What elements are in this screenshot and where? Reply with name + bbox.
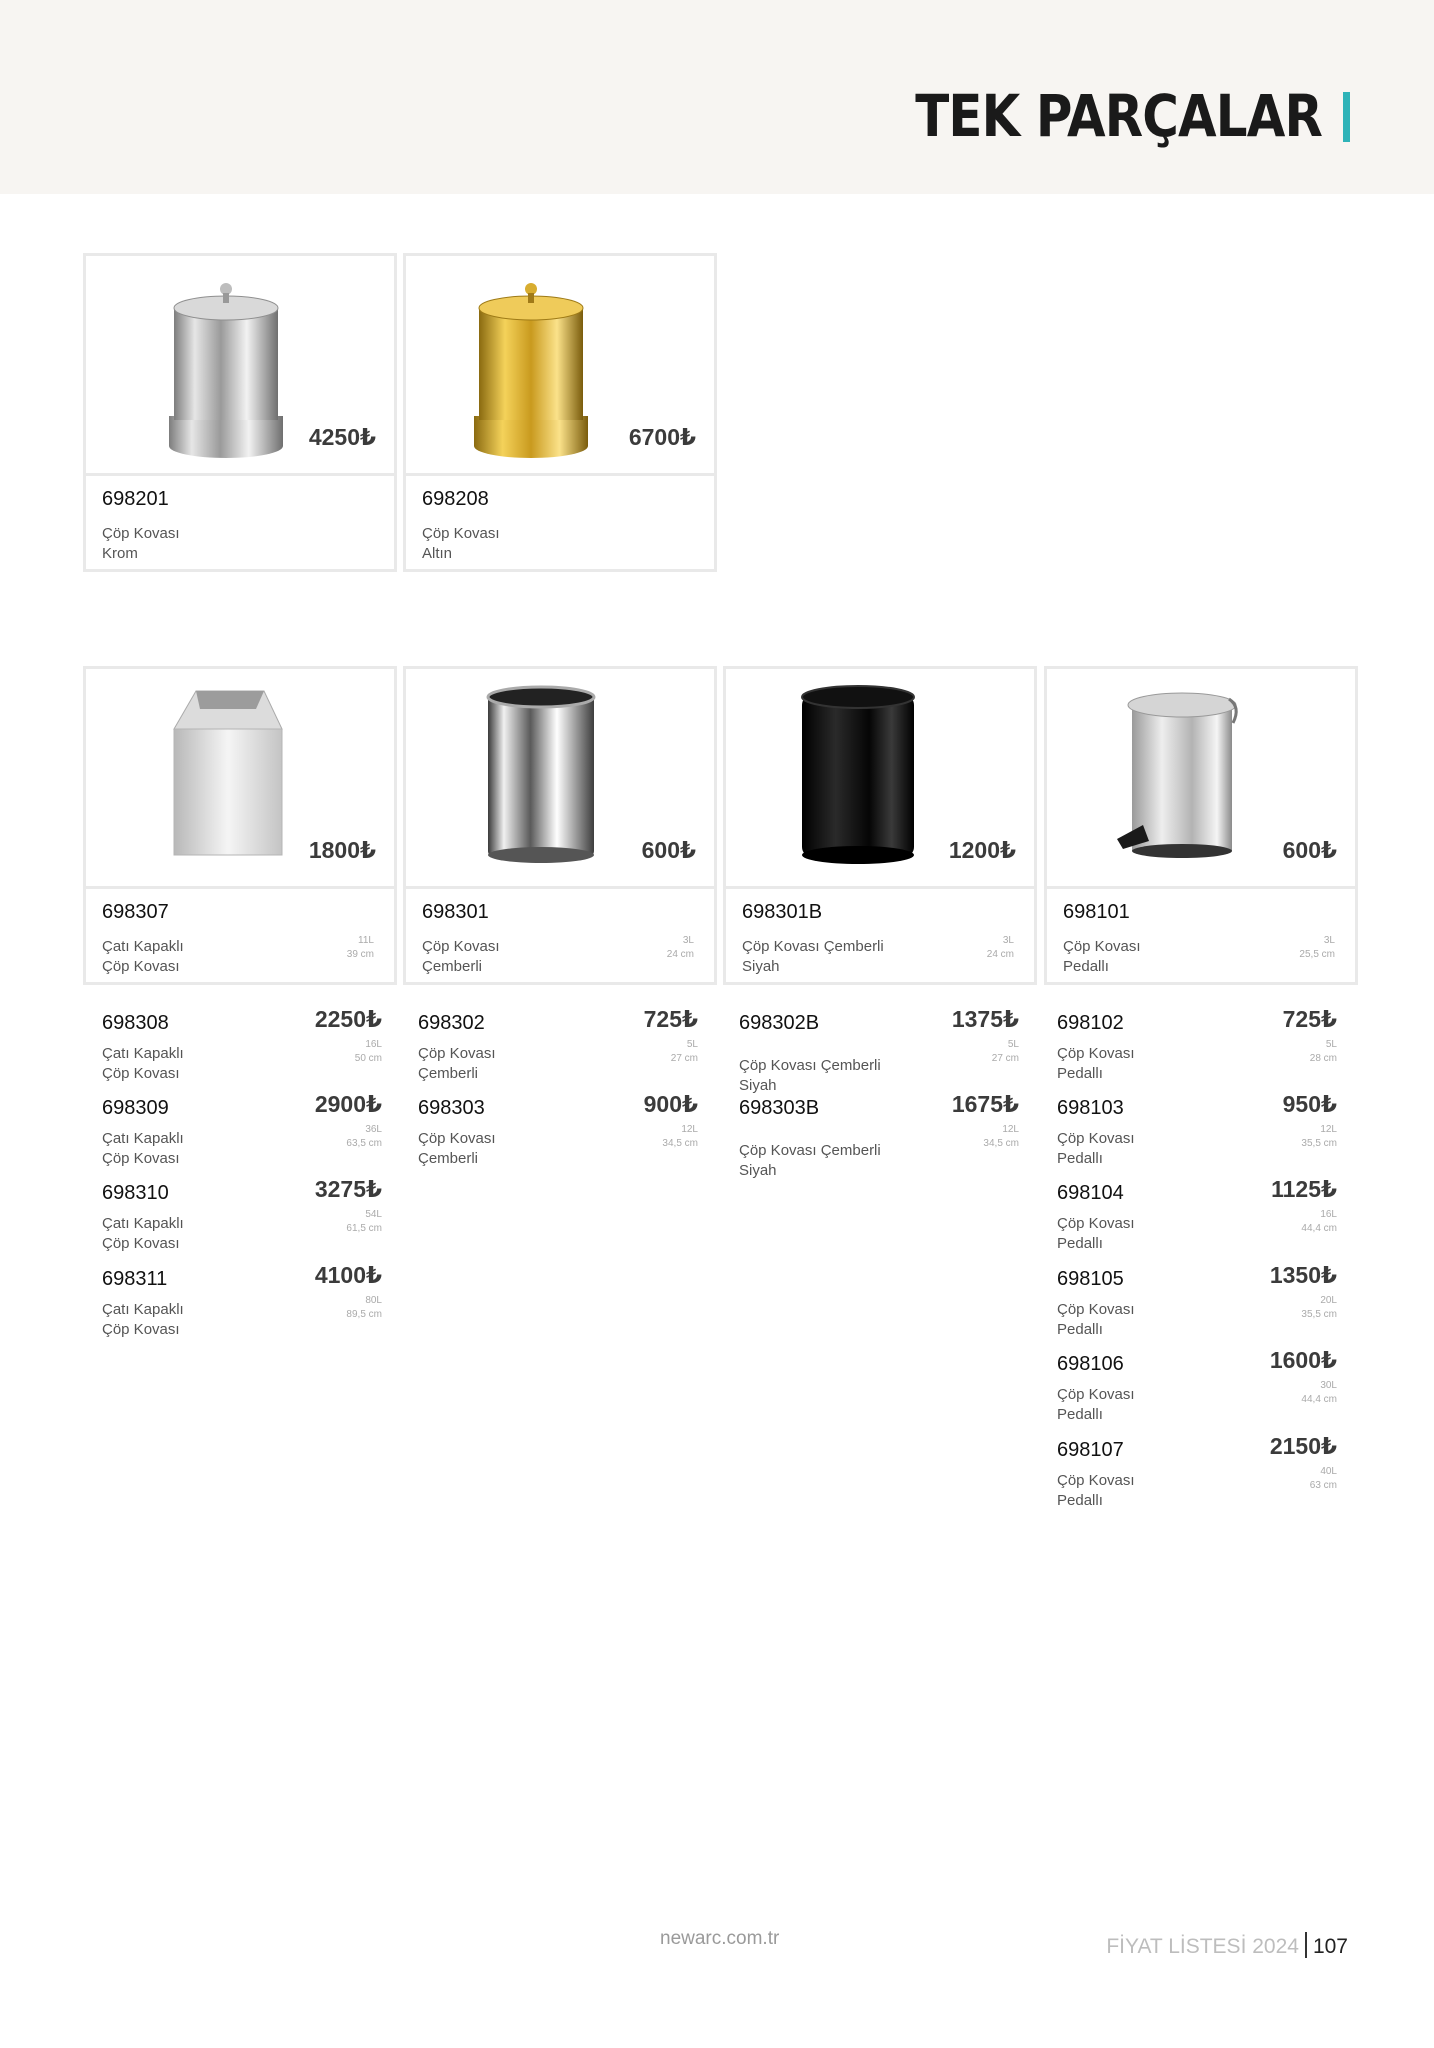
product-code: 698303B <box>739 1097 820 1119</box>
desc-line: Krom <box>102 545 138 562</box>
product-card-698208[interactable] <box>403 253 717 572</box>
product-description <box>418 1129 638 1169</box>
footer-separator <box>1305 1932 1307 1958</box>
price: 6700₺ <box>628 424 696 450</box>
product-description <box>418 1044 638 1084</box>
footer-website-link[interactable]: newarc.com.tr <box>660 1928 780 1949</box>
product-spec <box>346 1294 382 1322</box>
variant-item-698107[interactable] <box>1057 1433 1337 1523</box>
price: 1600₺ <box>1269 1347 1337 1373</box>
desc-line: Çatı Kapaklı <box>102 938 184 955</box>
product-code: 698106 <box>1057 1353 1124 1375</box>
page-title: TEK PARÇALAR <box>915 82 1322 150</box>
product-description <box>1057 1385 1277 1425</box>
product-description <box>1057 1300 1277 1340</box>
price: 4100₺ <box>314 1262 382 1288</box>
product-spec <box>992 1038 1019 1066</box>
product-description <box>102 1129 322 1169</box>
product-spec <box>1299 934 1335 962</box>
desc-line: Pedallı <box>1057 1321 1103 1338</box>
product-code: 698107 <box>1057 1439 1124 1461</box>
product-description <box>102 1214 322 1254</box>
product-code: 698201 <box>102 488 169 510</box>
capacity: 3L <box>1002 935 1014 946</box>
capacity: 20L <box>1320 1295 1337 1306</box>
desc-line: Çöp Kovası <box>102 525 180 542</box>
product-code: 698309 <box>102 1097 169 1119</box>
desc-line: Çöp Kovası <box>1057 1045 1135 1062</box>
desc-line: Çemberli <box>422 958 483 975</box>
height: 44,4 cm <box>1301 1394 1337 1405</box>
capacity: 36L <box>365 1124 382 1135</box>
product-info <box>86 889 394 982</box>
product-code: 698102 <box>1057 1012 1124 1034</box>
variant-item-698303B[interactable] <box>739 1091 1019 1181</box>
variant-item-698302[interactable] <box>418 1006 698 1096</box>
desc-line: Çemberli <box>418 1150 479 1167</box>
product-description <box>1057 1214 1277 1254</box>
product-description <box>1057 1471 1277 1511</box>
product-card-698301[interactable] <box>403 666 717 985</box>
desc-line: Çatı Kapaklı <box>102 1215 184 1232</box>
desc-line: Çöp Kovası <box>1057 1386 1135 1403</box>
desc-line: Çöp Kovası <box>102 1235 180 1252</box>
page-header <box>0 0 1434 194</box>
height: 89,5 cm <box>346 1309 382 1320</box>
product-card-698301B[interactable] <box>723 666 1037 985</box>
variant-item-698308[interactable] <box>102 1006 382 1096</box>
desc-line: Pedallı <box>1063 958 1109 975</box>
desc-line: Pedallı <box>1057 1150 1103 1167</box>
product-description <box>422 524 642 564</box>
desc-line: Çöp Kovası <box>418 1045 496 1062</box>
product-description <box>102 524 322 564</box>
variant-item-698303[interactable] <box>418 1091 698 1181</box>
product-card-698307[interactable] <box>83 666 397 985</box>
product-code: 698308 <box>102 1012 169 1034</box>
desc-line: Çatı Kapaklı <box>102 1301 184 1318</box>
page-number: 107 <box>1312 1935 1348 1958</box>
price: 2250₺ <box>314 1006 382 1032</box>
variant-item-698106[interactable] <box>1057 1347 1337 1437</box>
product-spec <box>1301 1123 1337 1151</box>
desc-line: Çöp Kovası <box>102 1150 180 1167</box>
product-description <box>422 937 642 977</box>
desc-line: Çöp Kovası <box>102 1065 180 1082</box>
capacity: 40L <box>1320 1466 1337 1477</box>
height: 44,4 cm <box>1301 1223 1337 1234</box>
height: 39 cm <box>346 949 374 960</box>
desc-line: Çöp Kovası Çemberli <box>742 938 884 955</box>
capacity: 16L <box>1320 1209 1337 1220</box>
product-spec <box>346 1208 382 1236</box>
product-spec <box>667 934 694 962</box>
product-description <box>1057 1044 1277 1084</box>
height: 34,5 cm <box>662 1138 698 1149</box>
product-spec <box>1301 1294 1337 1322</box>
product-info <box>1047 889 1355 982</box>
desc-line: Siyah <box>739 1162 777 1179</box>
product-image <box>726 669 1034 889</box>
product-spec <box>1301 1379 1337 1407</box>
price: 1125₺ <box>1271 1176 1337 1202</box>
desc-line: Pedallı <box>1057 1235 1103 1252</box>
price: 1375₺ <box>951 1006 1019 1032</box>
desc-line: Çöp Kovası <box>422 938 500 955</box>
product-spec <box>662 1123 698 1151</box>
capacity: 80L <box>365 1295 382 1306</box>
height: 27 cm <box>670 1053 698 1064</box>
price: 2900₺ <box>314 1091 382 1117</box>
desc-line: Altın <box>422 545 453 562</box>
product-code: 698104 <box>1057 1182 1124 1204</box>
desc-line: Çöp Kovası <box>102 1321 180 1338</box>
height: 28 cm <box>1309 1053 1337 1064</box>
product-spec <box>346 1123 382 1151</box>
price: 1800₺ <box>308 837 376 863</box>
desc-line: Çöp Kovası <box>418 1130 496 1147</box>
product-description <box>1063 937 1283 977</box>
product-description <box>742 937 962 977</box>
price: 600₺ <box>1282 837 1337 863</box>
price: 1350₺ <box>1269 1262 1337 1288</box>
price: 4250₺ <box>308 424 376 450</box>
capacity: 5L <box>1007 1039 1019 1050</box>
price: 900₺ <box>643 1091 698 1117</box>
price: 600₺ <box>641 837 696 863</box>
desc-line: Pedallı <box>1057 1065 1103 1082</box>
height: 63,5 cm <box>346 1138 382 1149</box>
product-image <box>86 256 394 476</box>
product-code: 698103 <box>1057 1097 1124 1119</box>
product-image <box>406 669 714 889</box>
height: 35,5 cm <box>1301 1138 1337 1149</box>
capacity: 3L <box>1323 935 1335 946</box>
variant-item-698309[interactable] <box>102 1091 382 1181</box>
product-code: 698303 <box>418 1097 485 1119</box>
desc-line: Pedallı <box>1057 1406 1103 1423</box>
product-description <box>739 1141 959 1181</box>
price: 725₺ <box>1282 1006 1337 1032</box>
product-description <box>102 1044 322 1084</box>
desc-line: Çöp Kovası Çemberli <box>739 1057 881 1074</box>
capacity: 30L <box>1320 1380 1337 1391</box>
variant-item-698103[interactable] <box>1057 1091 1337 1181</box>
height: 35,5 cm <box>1301 1309 1337 1320</box>
height: 34,5 cm <box>983 1138 1019 1149</box>
price: 1200₺ <box>948 837 1016 863</box>
product-spec <box>1310 1038 1337 1066</box>
variant-item-698302B[interactable] <box>739 1006 1019 1096</box>
product-description <box>1057 1129 1277 1169</box>
variant-item-698310[interactable] <box>102 1176 382 1266</box>
product-card-698201[interactable] <box>83 253 397 572</box>
price: 950₺ <box>1282 1091 1337 1117</box>
capacity: 54L <box>365 1209 382 1220</box>
product-code: 698301B <box>742 901 823 923</box>
desc-line: Çöp Kovası <box>102 958 180 975</box>
desc-line: Çöp Kovası <box>1057 1130 1135 1147</box>
desc-line: Çöp Kovası <box>422 525 500 542</box>
height: 25,5 cm <box>1299 949 1335 960</box>
capacity: 11L <box>358 935 374 946</box>
desc-line: Çemberli <box>418 1065 479 1082</box>
height: 61,5 cm <box>346 1223 382 1234</box>
product-spec <box>355 1038 382 1066</box>
desc-line: Siyah <box>739 1077 777 1094</box>
desc-line: Çöp Kovası <box>1057 1472 1135 1489</box>
desc-line: Siyah <box>742 958 780 975</box>
capacity: 5L <box>1325 1039 1337 1050</box>
desc-line: Çöp Kovası <box>1057 1215 1135 1232</box>
height: 24 cm <box>666 949 694 960</box>
product-info <box>406 889 714 982</box>
title-accent-bar <box>1343 92 1350 142</box>
product-code: 698208 <box>422 488 489 510</box>
height: 27 cm <box>991 1053 1019 1064</box>
capacity: 12L <box>1002 1124 1019 1135</box>
price: 1675₺ <box>951 1091 1019 1117</box>
desc-line: Çöp Kovası Çemberli <box>739 1142 881 1159</box>
price: 725₺ <box>643 1006 698 1032</box>
product-code: 698310 <box>102 1182 169 1204</box>
capacity: 5L <box>686 1039 698 1050</box>
product-code: 698301 <box>422 901 489 923</box>
product-image <box>406 256 714 476</box>
product-image <box>86 669 394 889</box>
footer-label: FİYAT LİSTESİ 2024 <box>1106 1935 1299 1958</box>
product-info <box>726 889 1034 982</box>
variant-item-698105[interactable] <box>1057 1262 1337 1352</box>
height: 24 cm <box>986 949 1014 960</box>
product-spec <box>983 1123 1019 1151</box>
product-spec <box>1310 1465 1337 1493</box>
height: 63 cm <box>1309 1480 1337 1491</box>
capacity: 16L <box>365 1039 382 1050</box>
product-code: 698101 <box>1063 901 1130 923</box>
price: 3275₺ <box>314 1176 382 1202</box>
product-spec <box>347 934 374 962</box>
product-code: 698302 <box>418 1012 485 1034</box>
variant-item-698102[interactable] <box>1057 1006 1337 1096</box>
product-info <box>406 476 714 569</box>
footer-page-info <box>1106 1932 1348 1959</box>
product-spec <box>987 934 1014 962</box>
desc-line: Çatı Kapaklı <box>102 1130 184 1147</box>
price: 2150₺ <box>1269 1433 1337 1459</box>
capacity: 3L <box>682 935 694 946</box>
desc-line: Pedallı <box>1057 1492 1103 1509</box>
product-spec <box>671 1038 698 1066</box>
desc-line: Çöp Kovası <box>1057 1301 1135 1318</box>
capacity: 12L <box>1320 1124 1337 1135</box>
height: 50 cm <box>354 1053 382 1064</box>
product-card-698101[interactable] <box>1044 666 1358 985</box>
product-description <box>739 1056 959 1096</box>
variant-item-698311[interactable] <box>102 1262 382 1352</box>
product-code: 698105 <box>1057 1268 1124 1290</box>
product-spec <box>1301 1208 1337 1236</box>
product-info <box>86 476 394 569</box>
product-image <box>1047 669 1355 889</box>
desc-line: Çatı Kapaklı <box>102 1045 184 1062</box>
variant-item-698104[interactable] <box>1057 1176 1337 1266</box>
product-code: 698307 <box>102 901 169 923</box>
capacity: 12L <box>681 1124 698 1135</box>
product-description <box>102 1300 322 1340</box>
product-code: 698302B <box>739 1012 820 1034</box>
desc-line: Çöp Kovası <box>1063 938 1141 955</box>
product-code: 698311 <box>102 1268 168 1290</box>
product-description <box>102 937 322 977</box>
